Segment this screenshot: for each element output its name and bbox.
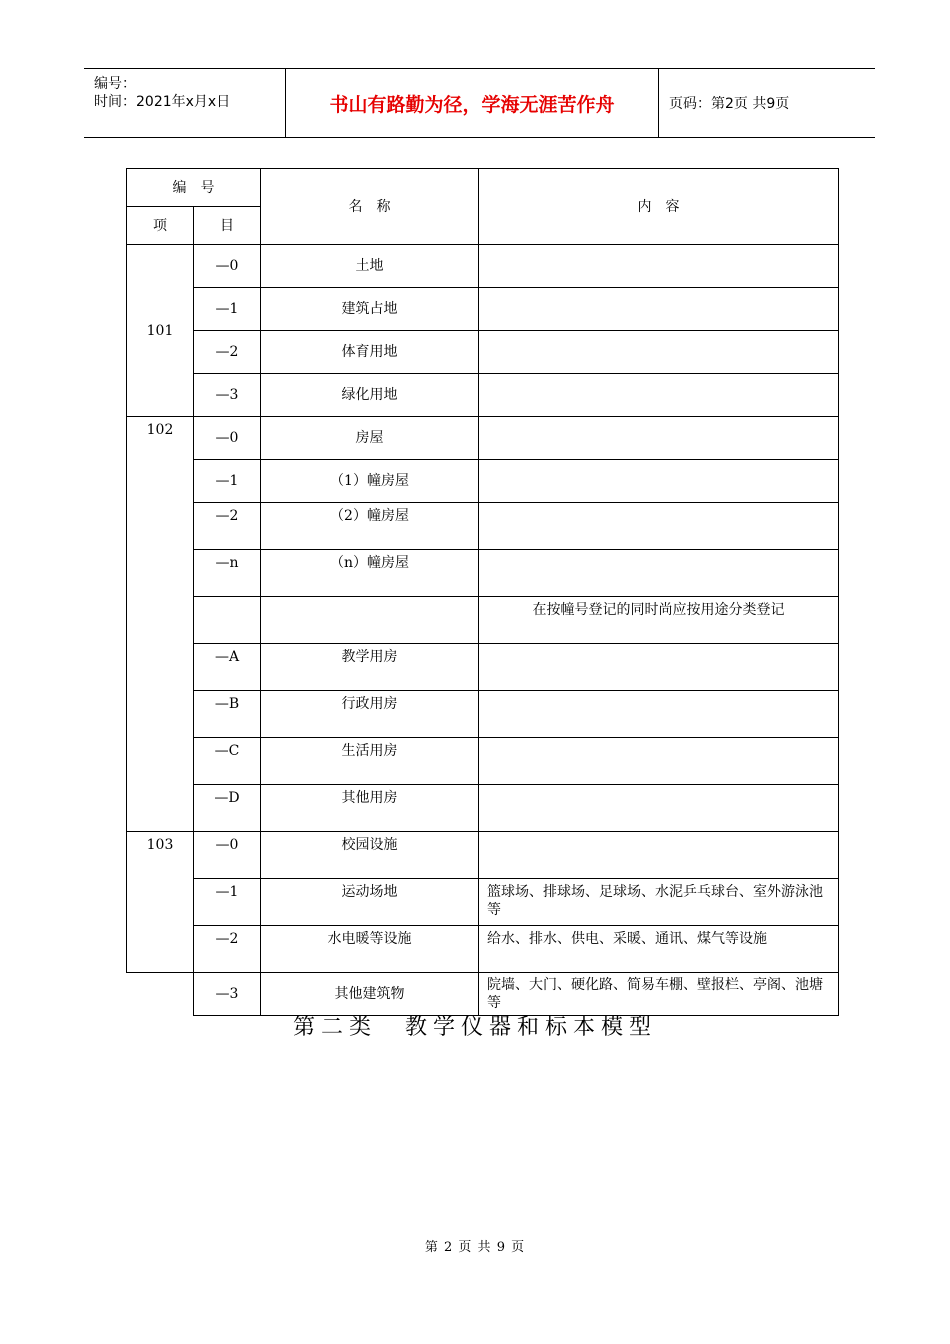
item-content [479,738,839,785]
item-content [479,644,839,691]
header-name: 名 称 [261,169,479,245]
sub-code: —C [194,738,261,785]
item-content [479,374,839,417]
item-name: 绿化用地 [261,374,479,417]
sub-code: —n [194,550,261,597]
sub-code: —0 [194,417,261,460]
header-item: 项 [127,207,194,245]
table-row [127,785,839,832]
item-content [479,832,839,879]
item-name: 运动场地 [261,879,479,926]
table-row [127,738,839,785]
item-name: 房屋 [261,417,479,460]
sub-code: —2 [194,503,261,550]
item-content [479,785,839,832]
header-motto: 书山有路勤为径，学海无涯苦作舟 [286,69,659,137]
sub-code: —1 [194,460,261,503]
table-row [127,597,839,644]
sub-code: —A [194,644,261,691]
header-code: 编 号 [127,169,261,207]
sub-code: —2 [194,926,261,973]
item-name: （1）幢房屋 [261,460,479,503]
table-row [127,644,839,691]
table-row [127,460,839,503]
table-row [127,879,839,926]
item-name: 其他用房 [261,785,479,832]
header-meta [84,69,286,137]
table-row [127,926,839,973]
item-name: 体育用地 [261,331,479,374]
item-name: 建筑占地 [261,288,479,331]
item-name: （n）幢房屋 [261,550,479,597]
item-content: 院墙、大门、硬化路、简易车棚、壁报栏、亭阁、池塘等 [479,973,839,1016]
item-content [479,245,839,288]
item-content [479,503,839,550]
item-content: 篮球场、排球场、足球场、水泥乒乓球台、室外游泳池等 [479,879,839,926]
table-row [127,503,839,550]
sub-code: —1 [194,879,261,926]
table-row [127,288,839,331]
header-page-label: 页码：第2页 共9页 [669,96,790,112]
item-content: 给水、排水、供电、采暖、通讯、煤气等设施 [479,926,839,973]
table-row [127,832,839,879]
item-content [479,331,839,374]
table-row [127,374,839,417]
sub-code: —B [194,691,261,738]
page-footer: 第 2 页 共 9 页 [424,1240,526,1255]
item-name: 水电暖等设施 [261,926,479,973]
item-name: 行政用房 [261,691,479,738]
section-title: 第二类 教学仪器和标本模型 [292,1015,657,1040]
sub-code [194,597,261,644]
item-name: 土地 [261,245,479,288]
item-name: 其他建筑物 [261,973,479,1016]
item-content [479,691,839,738]
sub-code: —D [194,785,261,832]
sub-code: —1 [194,288,261,331]
sub-code: —3 [194,973,261,1016]
table-row [127,331,839,374]
page-header [84,68,875,138]
item-name: （2）幢房屋 [261,503,479,550]
table-row [127,550,839,597]
item-content [479,550,839,597]
asset-classification-table [126,168,839,1016]
item-content [479,460,839,503]
item-name [261,597,479,644]
table-row [127,245,839,288]
sub-code: —2 [194,331,261,374]
number-label: 编号： [94,76,136,92]
sub-code: —0 [194,832,261,879]
item-content [479,417,839,460]
group-code: 103 [127,832,194,973]
item-name: 教学用房 [261,644,479,691]
item-content [479,288,839,331]
group-code: 101 [127,245,194,417]
sub-code: —3 [194,374,261,417]
header-content: 内 容 [479,169,839,245]
group-code: 102 [127,417,194,832]
header-sub: 目 [194,207,261,245]
item-content: 在按幢号登记的同时尚应按用途分类登记 [479,597,839,644]
item-name: 生活用房 [261,738,479,785]
item-name: 校园设施 [261,832,479,879]
time-label: 时间：2021年x月x日 [94,94,231,110]
sub-code: —0 [194,245,261,288]
table-row [127,417,839,460]
table-row [127,691,839,738]
